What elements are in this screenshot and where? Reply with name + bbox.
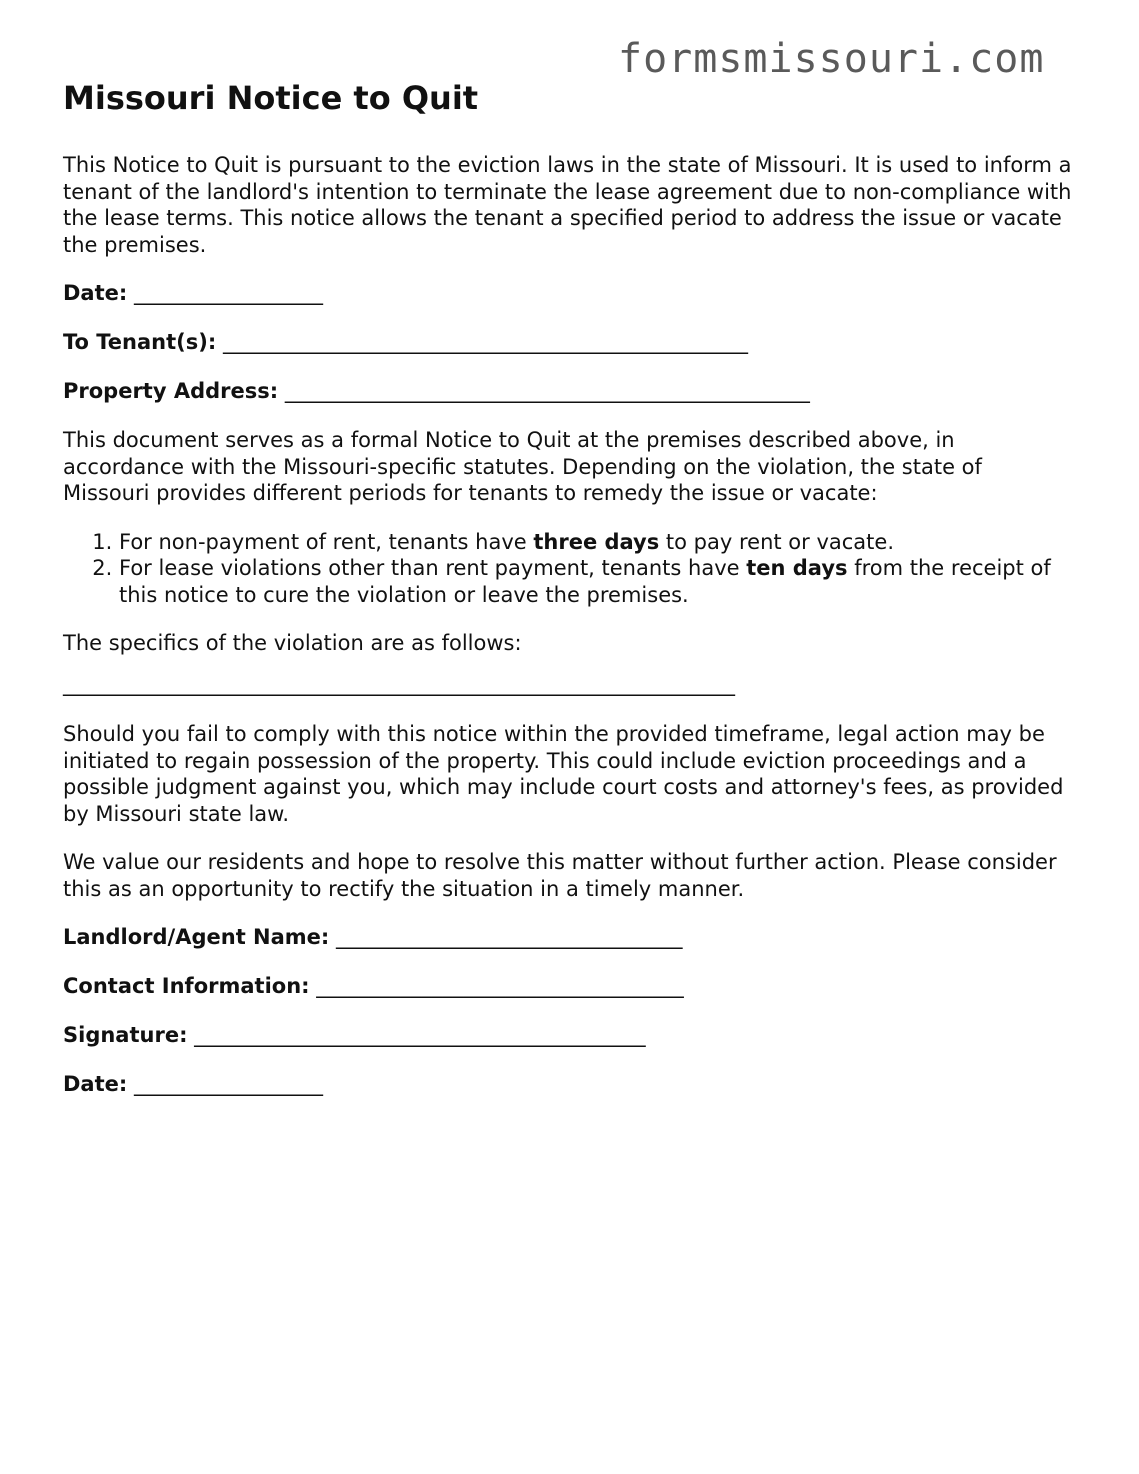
tenant-field (63, 329, 1073, 356)
notice-paragraph: This document serves as a formal Notice to Quit at the premises described above, in accordance with the Missouri-specific statutes. Depending on the violation, the state of Missouri provides different periods for tenants to remedy the issue or vacate: (63, 428, 982, 505)
closing-paragraph: We value our residents and hope to resolve this matter without further action. Please consider this as an opportunity to rectify the situation in a timely manner. (63, 850, 1057, 901)
landlord-name-field (63, 924, 1073, 951)
property-address-field (63, 378, 1073, 405)
list-item-2-text-end: from the receipt of this notice to cure the violation or leave the premises. (119, 556, 1051, 607)
list-item-1-text-end: to pay rent or vacate. (659, 529, 894, 554)
document-title: Missouri Notice to Quit (63, 79, 479, 117)
specifics-label: The specifics of the violation are as follows: (63, 631, 522, 655)
intro-paragraph: This Notice to Quit is pursuant to the eviction laws in the state of Missouri. It is used to inform a tenant of the landlord's intention to terminate the lease agreement due to non-compliance with the lease terms. This notice allows the tenant a specified period to address the issue or vacate the premises. (63, 153, 1072, 257)
signature-label: Signature: (63, 1023, 188, 1047)
contact-info-label: Contact Information: (63, 974, 310, 998)
bottom-date-blank[interactable]: __________________ (133, 1072, 323, 1096)
list-item (119, 529, 1073, 556)
list-item (119, 555, 1073, 608)
tenant-blank[interactable]: __________________________________________________ (222, 330, 748, 354)
contact-info-blank[interactable]: ___________________________________ (316, 974, 684, 998)
date-field (63, 280, 1073, 307)
consequence-paragraph: Should you fail to comply with this notice within the provided timeframe, legal action may be initiated to regain possession of the property. This could include eviction proceedings and a possible judgment against you, which may include court costs and attorney's fees, as provided by Missouri state law. (63, 722, 1064, 826)
contact-info-field (63, 973, 1073, 1000)
list-item-2-text: For lease violations other than rent payment, tenants have (119, 556, 747, 580)
bottom-date-field (63, 1071, 1073, 1098)
list-item-1-emphasis: three days (533, 529, 660, 554)
list-item-2-emphasis: ten days (746, 556, 848, 580)
property-address-label: Property Address: (63, 379, 279, 403)
date-label: Date: (63, 281, 128, 305)
document-page (63, 78, 1073, 1120)
landlord-name-blank[interactable]: _________________________________ (336, 925, 683, 949)
site-watermark: formsmissouri.com (618, 36, 1045, 82)
landlord-name-label: Landlord/Agent Name: (63, 925, 330, 949)
specifics-blank[interactable]: ________________________________________________________________ (63, 671, 735, 696)
list-item-1-text: For non-payment of rent, tenants have (119, 529, 534, 554)
property-address-blank[interactable]: __________________________________________________ (284, 379, 810, 403)
tenant-label: To Tenant(s): (63, 330, 217, 354)
bottom-date-label: Date: (63, 1072, 128, 1096)
signature-blank[interactable]: ___________________________________________ (194, 1023, 646, 1047)
date-blank[interactable]: __________________ (133, 281, 323, 305)
remedy-periods-list (63, 529, 1073, 609)
signature-field (63, 1022, 1073, 1049)
